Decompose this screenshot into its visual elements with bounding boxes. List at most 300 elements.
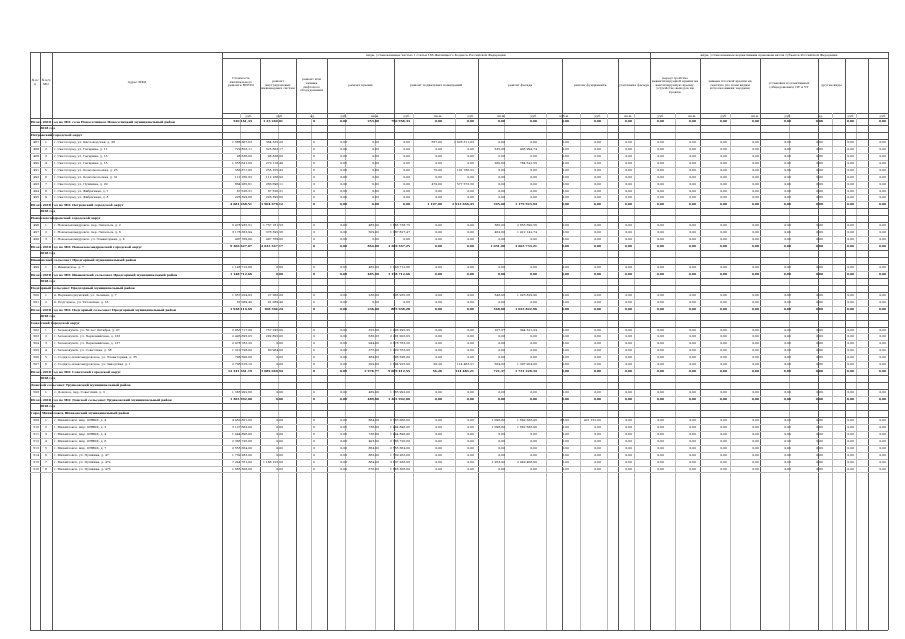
cell-value: 0,00 [846, 271, 854, 276]
cell-value: 0,00 [752, 223, 759, 228]
cell-value: 0,00 [689, 459, 696, 464]
cell-value: 0,00 [689, 424, 696, 429]
cell-value: 1 444 896,00 [389, 424, 410, 429]
cell-value: 757 295,00 [265, 327, 283, 332]
cell-value: 0,00 [625, 348, 632, 353]
cell-value: 280,00 [494, 160, 505, 165]
cell-value: 0,00 [816, 139, 823, 144]
cell-value: 0,00 [656, 202, 664, 207]
cell-value: 0,00 [657, 292, 664, 297]
cell-value: 0,00 [816, 445, 823, 450]
cell-value: 0,00 [435, 445, 442, 450]
cell-value: 0,00 [847, 188, 854, 193]
cell-value: 0,00 [594, 223, 601, 228]
cell-value: 0,00 [878, 306, 886, 311]
cell-value: 0,00 [720, 160, 727, 165]
cell-value: 0,00 [689, 195, 696, 200]
column-header: ремонт или замена лифтового оборудования [300, 77, 323, 93]
cell-value: 0 [313, 459, 315, 464]
cell-value: 0,00 [339, 202, 347, 207]
cell-value: 2 978 783,20 [389, 341, 410, 346]
cell-value: 0,00 [846, 244, 854, 249]
cell-value: 0,00 [276, 355, 283, 360]
cell-value: 0,00 [720, 445, 727, 450]
cell-value: 0,00 [340, 438, 347, 443]
cell-value: 0,00 [340, 195, 347, 200]
cell-value: 0,00 [720, 223, 727, 228]
cell-value: 0,00 [530, 181, 537, 186]
section-divider-line [222, 58, 888, 59]
row-number: 488 [33, 146, 39, 151]
cell-value: 0,00 [340, 230, 347, 235]
row-mo-number: 3 [45, 341, 47, 346]
cell-value: 0 [313, 230, 315, 235]
cell-value: 0,00 [689, 452, 696, 457]
cell-value: 0,00 [435, 355, 442, 360]
cell-value: 2 366 726,00 [389, 438, 410, 443]
cell-value: 0,00 [340, 188, 347, 193]
cell-value: 0,00 [435, 160, 442, 165]
row-number: 494 [33, 188, 39, 193]
cell-value: 0,00 [625, 466, 632, 471]
cell-value: 0,00 [784, 264, 791, 269]
cell-value: 236,00 [367, 306, 379, 311]
cell-value: 0,00 [847, 195, 854, 200]
cell-value: 0,00 [466, 244, 474, 249]
cell-value: 0,00 [435, 452, 442, 457]
cell-value: 0,00 [340, 223, 347, 228]
cell-value: 1 206 295,35 [389, 327, 410, 332]
cell-value: 0,00 [529, 271, 537, 276]
cell-value: 0,00 [340, 362, 347, 367]
cell-value: 0,00 [784, 355, 791, 360]
cell-value: 0,00 [847, 417, 854, 422]
cell-value: 883,00 [368, 452, 379, 457]
row-address: г. Светлоград, ул. Фабричная, д. 8 [54, 195, 109, 200]
cell-value: 1 023 829,96 [516, 292, 537, 297]
cell-value: 0,00 [340, 299, 347, 304]
cell-value: 0,00 [498, 264, 505, 269]
row-address: с. Солдато-Александровское, ул. Заводская, д. 1 [54, 362, 131, 367]
cell-value: 0,00 [784, 327, 791, 332]
cell-value: 0,00 [561, 397, 569, 401]
unit-label: руб. [720, 113, 727, 118]
cell-value: 0,00 [784, 223, 791, 228]
cell-value: 0,00 [720, 327, 727, 332]
cell-value: 0,00 [784, 174, 791, 179]
cell-value: 0,00 [467, 355, 474, 360]
cell-value: 375,00 [368, 348, 379, 353]
cell-value: 0,00 [879, 390, 886, 395]
cell-value: 0,00 [594, 181, 601, 186]
cell-value: 0,00 [467, 188, 474, 193]
row-divider [30, 278, 888, 279]
cell-value: 0,00 [657, 146, 664, 151]
cell-value: 0,00 [689, 390, 696, 395]
cell-value: 0,00 [625, 237, 632, 242]
cell-value: 0 [312, 306, 315, 311]
cell-value: 0,00 [689, 299, 696, 304]
cell-value: 0,00 [498, 237, 505, 242]
cell-value: 0,00 [816, 181, 823, 186]
cell-value: 1 310 748,00 [231, 348, 252, 353]
row-mo-number: 7 [45, 181, 47, 186]
cell-value: 0,00 [689, 431, 696, 436]
year-label: 2018 год [40, 376, 56, 381]
cell-value: 0,00 [594, 466, 601, 471]
cell-value: 0,00 [371, 202, 379, 207]
cell-value: 0,00 [467, 459, 474, 464]
cell-value: 1 739 283,00 [231, 452, 252, 457]
cell-value: 0,00 [657, 355, 664, 360]
cell-value: 2 633 347,17 [261, 244, 283, 249]
cell-value: 2 913 666,43 [452, 202, 474, 207]
year-label: 2018 год [40, 278, 56, 283]
row-number: 496 [33, 223, 39, 228]
cell-value: 0,00 [784, 299, 791, 304]
cell-value: 0 [312, 202, 315, 207]
cell-value: 0,00 [720, 334, 727, 339]
cell-value: 27 260,00 [267, 292, 283, 297]
total-row-label: Итого 2018 год по МО: Петровский городской округ [31, 203, 124, 208]
row-address: г. Зеленокумск, ул. 50 лет Октября, д. 97 [54, 327, 120, 332]
cell-value: 0,00 [276, 466, 283, 471]
cell-value: 0,00 [720, 362, 727, 367]
cell-value: 0,00 [719, 244, 727, 249]
cell-value: 0,00 [340, 146, 347, 151]
cell-value: 0,00 [434, 244, 442, 249]
cell-value: 0,00 [752, 174, 759, 179]
cell-value: 0 [313, 195, 315, 200]
cell-value: 0,00 [847, 299, 854, 304]
cell-value: 0,00 [498, 167, 505, 172]
cell-value: 1 857 024,93 [231, 292, 252, 297]
cell-value: 0,00 [435, 459, 442, 464]
row-address: г. Михайловск, ул. Пушкина, д. 47а [54, 459, 111, 464]
cell-value: 0,00 [562, 445, 569, 450]
row-divider [30, 375, 888, 376]
cell-value: 0,00 [467, 292, 474, 297]
cell-value: 0,00 [372, 153, 379, 158]
cell-value: 864,00 [368, 445, 379, 450]
cell-value: 0,00 [562, 174, 569, 179]
cell-value: 0,00 [879, 334, 886, 339]
cell-value: 0,00 [530, 390, 537, 395]
cell-value: 0,00 [689, 438, 696, 443]
cell-value: 0,00 [847, 362, 854, 367]
row-number: 500 [33, 292, 39, 297]
cell-value: 0,00 [435, 264, 442, 269]
row-number: 490 [33, 160, 39, 165]
cell-value: 0,00 [340, 153, 347, 158]
cell-value: 0,00 [657, 452, 664, 457]
cell-value: 209,00 [368, 362, 379, 367]
cell-value: 0,00 [530, 355, 537, 360]
cell-value: 0,00 [784, 341, 791, 346]
cell-value: 0,00 [816, 334, 823, 339]
cell-value: 1 23 240,01 [263, 119, 283, 123]
cell-value: 0,00 [435, 390, 442, 395]
row-number: 504 [33, 341, 39, 346]
unit-label: ед. [310, 113, 315, 118]
row-number: 505 [33, 348, 39, 353]
year-label: 2018 год [40, 209, 56, 214]
cell-value: 2 708 615,10 [231, 362, 252, 367]
cell-value: 0,00 [879, 424, 886, 429]
cell-value: 0,00 [498, 348, 505, 353]
cell-value: 0,00 [879, 327, 886, 332]
cell-value: 0,00 [435, 341, 442, 346]
cell-value: 0,00 [752, 139, 759, 144]
cell-value: 0 [312, 244, 315, 249]
cell-value: 0,00 [784, 362, 791, 367]
cell-value: 0,00 [435, 153, 442, 158]
cell-value: 0,00 [467, 466, 474, 471]
cell-value: 509,00 [368, 230, 379, 235]
cell-value: 0 [313, 292, 315, 297]
cell-value: 0,00 [751, 369, 759, 374]
cell-value: 226 395,66 [234, 195, 252, 200]
cell-value: 0,00 [689, 153, 696, 158]
cell-value: 0,00 [562, 459, 569, 464]
cell-value: 348,00 [493, 306, 505, 311]
cell-value: 0,00 [594, 334, 601, 339]
cell-value: 0,00 [816, 459, 823, 464]
cell-value: 0,00 [372, 167, 379, 172]
row-number: 511 [33, 431, 39, 436]
cell-value: 1 682 586,00 [516, 417, 537, 422]
row-mo-number: 5 [45, 355, 47, 360]
cell-value: 81 089,40 [267, 299, 283, 304]
cell-value: 0,00 [467, 146, 474, 151]
cell-value: 0,00 [625, 264, 632, 269]
row-mo-number: 9 [45, 195, 47, 200]
cell-value: 0,00 [562, 424, 569, 429]
cell-value: 0,00 [562, 146, 569, 151]
column-header: установка коллективных (общедомовых) ПУ и УУ [768, 80, 810, 89]
cell-value: 1 194 925,00 [389, 362, 410, 367]
row-divider [30, 250, 888, 251]
cell-value: 0,00 [625, 459, 632, 464]
row-mo-number: 2 [45, 146, 47, 151]
cell-value: 0,00 [340, 334, 347, 339]
cell-value: 0,00 [688, 397, 696, 401]
cell-value: 0,00 [720, 195, 727, 200]
cell-value: 0,00 [816, 160, 823, 165]
cell-value: 0,00 [752, 348, 759, 353]
row-address: г. Светлоград, ул. Комсомольская, д. 31 [54, 174, 118, 179]
cell-value: 0,00 [784, 292, 791, 297]
cell-value: 0,00 [593, 369, 601, 374]
cell-value: 0,00 [657, 181, 664, 186]
cell-value: 0,00 [657, 466, 664, 471]
unit-label: руб. [403, 113, 410, 118]
cell-value: 1 412 142,74 [516, 230, 537, 235]
cell-value: 0,00 [340, 417, 347, 422]
cell-value: 0,00 [689, 417, 696, 422]
cell-value: 0,00 [498, 452, 505, 457]
cell-value: 0,00 [562, 327, 569, 332]
table-border-bottom [30, 630, 888, 631]
cell-value: 0,00 [498, 174, 505, 179]
cell-value: 0,00 [720, 181, 727, 186]
cell-value: 0,00 [562, 153, 569, 158]
cell-value: 1 865 738,75 [389, 223, 410, 228]
cell-value: 0,00 [276, 438, 283, 443]
group-label: Советский городской округ [31, 320, 80, 325]
cell-value: 0,00 [403, 181, 410, 186]
cell-value: 684,00 [368, 417, 379, 422]
cell-value: 0,00 [878, 397, 886, 401]
cell-value: 80 984,00 [267, 348, 283, 353]
row-mo-number: 3 [45, 153, 47, 158]
cell-value: 1 148 712,66 [230, 271, 252, 276]
cell-value: 0,00 [594, 452, 601, 457]
cell-value: 0,00 [530, 341, 537, 346]
cell-value: 0,00 [816, 431, 823, 436]
cell-value: 805 938,28 [391, 306, 410, 311]
cell-value: 0,00 [435, 424, 442, 429]
cell-value: 1 665 306,00 [389, 466, 410, 471]
column-header: ремонт фундамента [573, 82, 607, 87]
cell-value: 0 [313, 445, 315, 450]
cell-value: 7 244 781,00 [231, 459, 252, 464]
cell-value: 0,00 [403, 153, 410, 158]
row-mo-number: 7 [45, 459, 47, 464]
cell-value: 0,00 [372, 174, 379, 179]
cell-value: 0,00 [752, 445, 759, 450]
cell-value: 9 366 627,07 [230, 244, 252, 249]
cell-value: 0,00 [594, 424, 601, 429]
cell-value: 0,00 [816, 452, 823, 457]
cell-value: 0,00 [689, 327, 696, 332]
cell-value: 0,00 [530, 264, 537, 269]
cell-value: 0,00 [434, 306, 442, 311]
cell-value: 0,00 [562, 230, 569, 235]
cell-value: 0 [313, 362, 315, 367]
cell-value: 0,00 [879, 160, 886, 165]
cell-value: 0,00 [719, 202, 727, 207]
row-address: г. Светлоград, ул. Кисловодская, д. 36 [54, 139, 115, 144]
cell-value: 1 148 712,66 [388, 271, 410, 276]
cell-value: 1 731 228,34 [515, 369, 537, 374]
cell-value: 0,00 [689, 466, 696, 471]
cell-value: 325 863,17 [265, 146, 283, 151]
cell-value: 0,00 [816, 390, 823, 395]
cell-value: 0,00 [467, 299, 474, 304]
row-mo-number: 3 [45, 237, 47, 242]
cell-value: 56,26 [433, 362, 442, 367]
cell-value: 0,00 [594, 188, 601, 193]
row-number: 493 [33, 181, 39, 186]
cell-value: 0,00 [594, 348, 601, 353]
cell-value: 0 [313, 327, 315, 332]
group-label: Новоалександровский городской округ [31, 216, 101, 221]
cell-value: 0,00 [815, 369, 823, 374]
cell-value: 0,00 [752, 459, 759, 464]
cell-value: 0,00 [276, 264, 283, 269]
cell-value: 0,00 [752, 188, 759, 193]
cell-value: 0,00 [847, 223, 854, 228]
cell-value: 0,00 [594, 459, 601, 464]
cell-value: 0,00 [624, 306, 632, 311]
cell-value: 0,00 [815, 119, 823, 123]
cell-value: 0,00 [530, 445, 537, 450]
cell-value: 0,00 [340, 348, 347, 353]
cell-value: 0,00 [530, 452, 537, 457]
cell-value: 0,00 [816, 424, 823, 429]
cell-value: 0,00 [340, 160, 347, 165]
cell-value: 0,00 [847, 459, 854, 464]
cell-value: 0,00 [689, 362, 696, 367]
cell-value: 0,00 [625, 292, 632, 297]
cell-value: 0,00 [879, 362, 886, 367]
group-label: Ивановский сельсовет Предгорный муниципальный район [31, 258, 137, 262]
cell-value: 0,00 [816, 195, 823, 200]
cell-value: 1 148 712,66 [389, 264, 410, 269]
cell-value: 0,00 [784, 348, 791, 353]
cell-value: 0,00 [879, 292, 886, 297]
row-address: п. Верхнеподкумский, ул. Зеленая, д. 7 [54, 292, 117, 297]
cell-value: 884,00 [368, 459, 379, 464]
cell-value: 0,00 [276, 424, 283, 429]
cell-value: 0,00 [467, 438, 474, 443]
cell-value: 3 178 363,94 [231, 230, 252, 235]
cell-value: 1 365 992,00 [389, 390, 410, 395]
cell-value: 0,00 [562, 466, 569, 471]
row-address: г. Михайловск, мкр. ОНВКХ, д. 4 [54, 417, 107, 422]
cell-value: 0,00 [689, 146, 696, 151]
column-header: Адрес МКД [127, 79, 147, 84]
cell-value: 0,00 [467, 174, 474, 179]
cell-value: 0,00 [594, 146, 601, 151]
cell-value: 0,00 [720, 153, 727, 158]
cell-value: 0,00 [561, 244, 569, 249]
cell-value: 0,00 [689, 230, 696, 235]
cell-value: 2 978,77 [364, 369, 379, 374]
cell-value: 0,00 [784, 431, 791, 436]
cell-value: 0,00 [403, 195, 410, 200]
cell-value: 0,00 [498, 438, 505, 443]
cell-value: 0,00 [847, 327, 854, 332]
cell-value: 403,00 [368, 438, 379, 443]
cell-value: 0,00 [689, 174, 696, 179]
cell-value: 0,00 [530, 237, 537, 242]
cell-value: 0,00 [816, 230, 823, 235]
cell-value: 760 958,33 [391, 119, 410, 123]
cell-value: 0,00 [689, 355, 696, 360]
cell-value: 0,00 [657, 160, 664, 165]
cell-value: 0,00 [372, 160, 379, 165]
cell-value: 0,00 [435, 334, 442, 339]
cell-value: 1 096,00 [491, 424, 505, 429]
cell-value: 0,00 [467, 390, 474, 395]
column-header: ремонт крыши [348, 82, 373, 87]
unit-label: руб. [530, 113, 537, 118]
cell-value: 0,00 [688, 271, 696, 276]
cell-value: 364 335,20 [265, 139, 283, 144]
cell-value: 0,00 [784, 438, 791, 443]
cell-value: 0,00 [562, 438, 569, 443]
cell-value: 4 450 801,00 [231, 417, 252, 422]
cell-value: 0,00 [625, 390, 632, 395]
cell-value: 0,00 [530, 334, 537, 339]
cell-value: 0,00 [562, 223, 569, 228]
cell-value: 0,00 [562, 341, 569, 346]
cell-value: 1 904 678,12 [261, 202, 283, 207]
cell-value: 0,00 [879, 431, 886, 436]
cell-value: 0,00 [467, 264, 474, 269]
